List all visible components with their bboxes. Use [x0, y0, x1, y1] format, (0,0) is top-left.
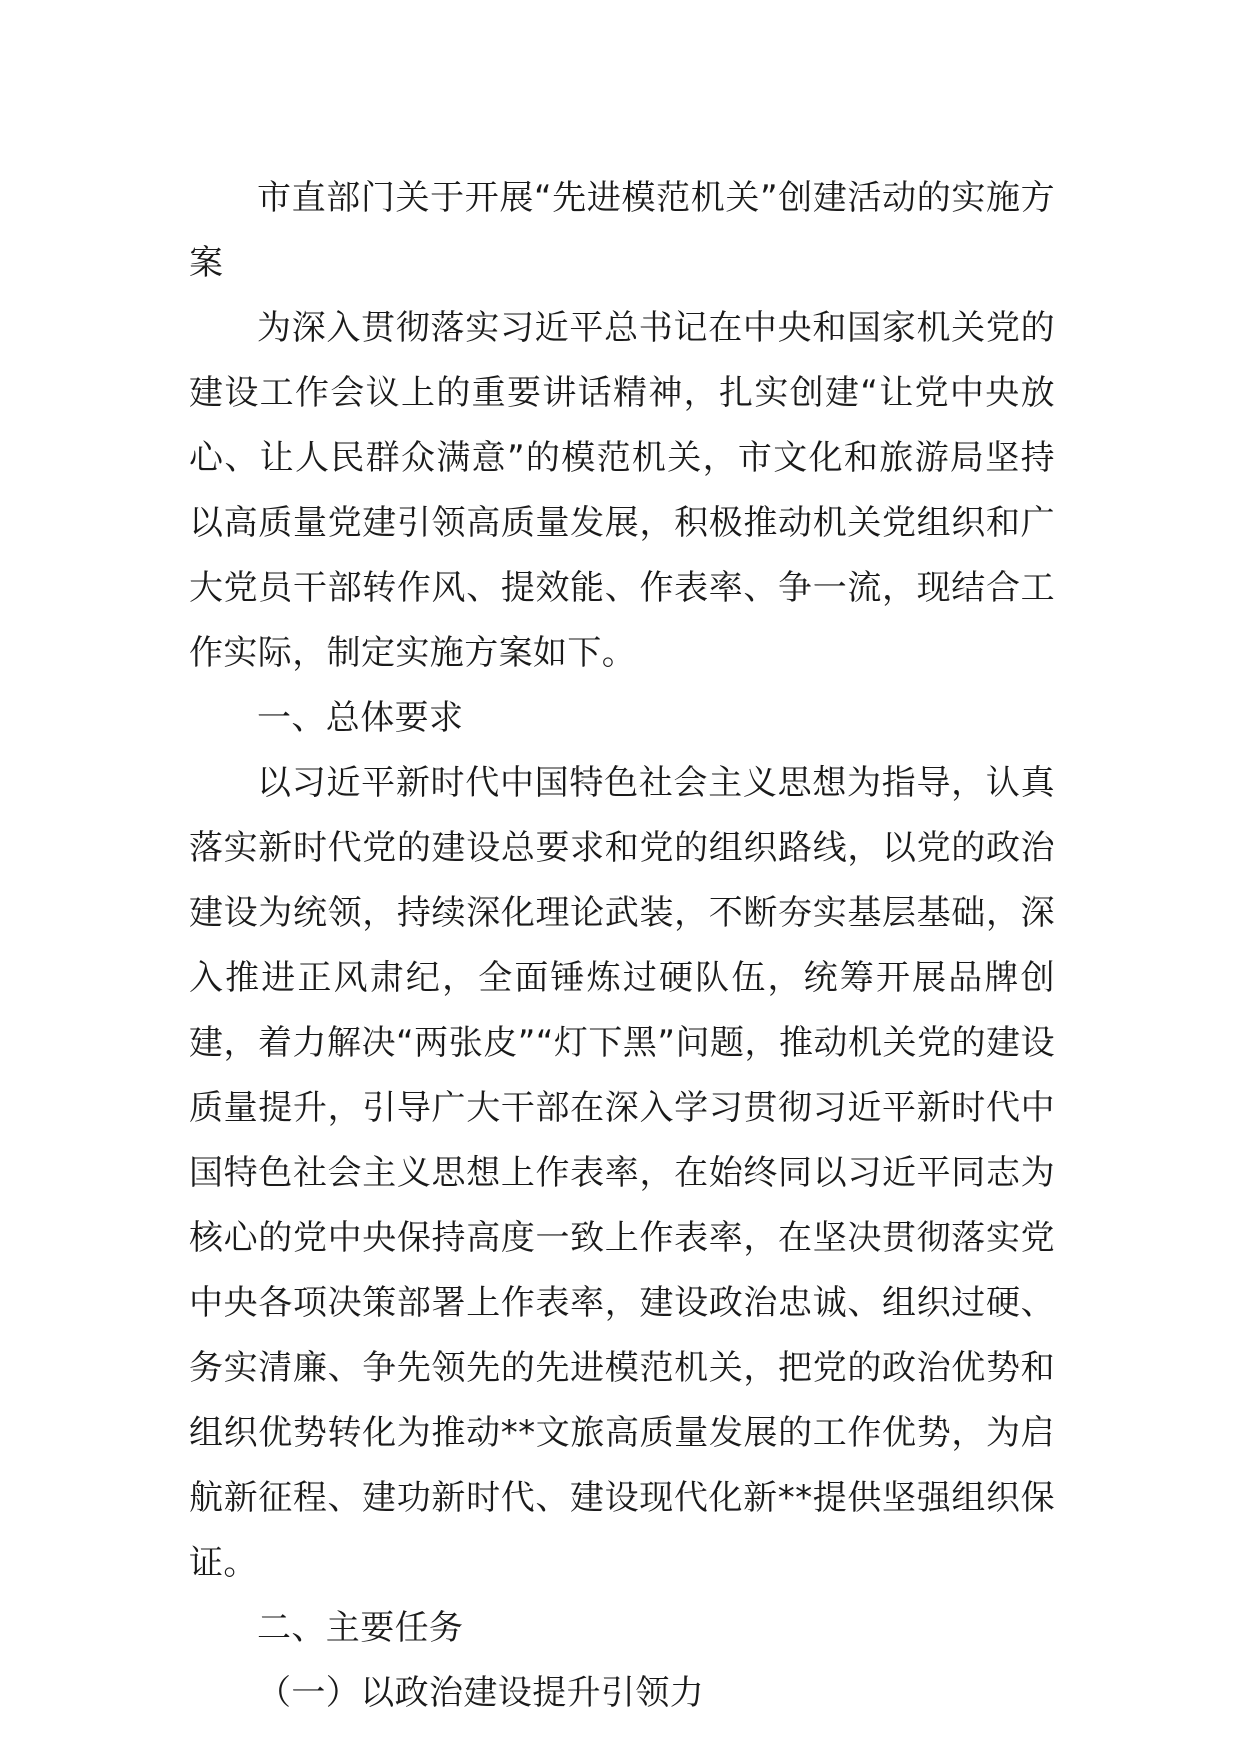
document-body: [189, 166, 1055, 1726]
document-title: 市直部门关于开展“先进模范机关”创建活动的实施方案: [189, 178, 1055, 283]
intro-paragraph: 为深入贯彻落实习近平总书记在中央和国家机关党的建设工作会议上的重要讲话精神，扎实创建“让党中央放心、让人民群众满意”的模范机关，市文化和旅游局坚持以高质量党建引领高质量发展，积极推动机关党组织和广大党员干部转作风、提效能、作表率、争一流，现结合工作实际，制定实施方案如下。: [189, 308, 1055, 673]
section-heading-general-requirements: 一、总体要求: [257, 698, 464, 738]
general-requirements-paragraph: 以习近平新时代中国特色社会主义思想为指导，认真落实新时代党的建设总要求和党的组织路线，以党的政治建设为统领，持续深化理论武装，不断夯实基层基础，深入推进正风肃纪，全面锤炼过硬队伍，统筹开展品牌创建，着力解决“两张皮”“灯下黑”问题，推动机关党的建设质量提升，引导广大干部在深入学习贯彻习近平新时代中国特色社会主义思想上作表率，在始终同以习近平同志为核心的党中央保持高度一致上作表率，在坚决贯彻落实党中央各项决策部署上作表率，建设政治忠诚、组织过硬、务实清廉、争先领先的先进模范机关，把党的政治优势和组织优势转化为推动**文旅高质量发展的工作优势，为启航新征程、建功新时代、建设现代化新**提供坚强组织保证。: [189, 763, 1055, 1583]
subsection-heading-political-building: （一）以政治建设提升引领力: [257, 1673, 705, 1713]
section-heading-main-tasks: 二、主要任务: [257, 1608, 464, 1648]
